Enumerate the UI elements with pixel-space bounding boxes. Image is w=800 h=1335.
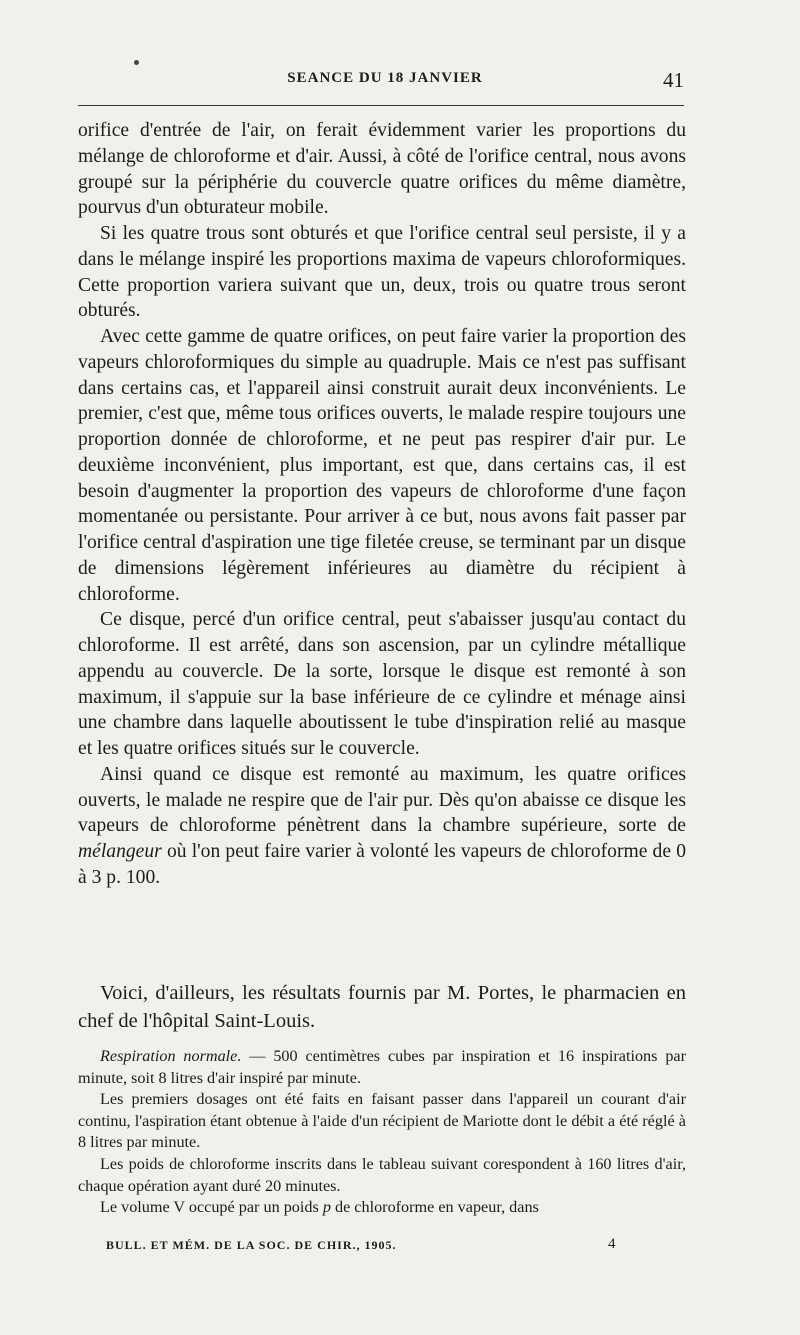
small-print-section xyxy=(78,1046,686,1219)
small-paragraph-2: Les premiers dosages ont été faits en faisant passer dans l'appareil un courant d'air continu, l'aspiration étant obtenue à l'aide d'un récipient de Mariotte dont le débit a été réglé à 8 litres par minute. xyxy=(78,1090,686,1152)
signature-mark: 4 xyxy=(608,1236,616,1252)
paragraph-2: Si les quatre trous sont obturés et que l'orifice central seul persiste, il y a dans le mélange inspiré les proportions maxima de vapeurs chloroformiques. Cette proportion variera suivant que un, deux, trois ou quatre trous seront obturés. xyxy=(78,223,686,322)
p5-text-a: Ainsi quand ce disque est remonté au maximum, les quatre orifices ouverts, le malade ne respire que de l'air pur. Dès qu'on abaisse ce disque les vapeurs de chloroforme pénètrent dans la chambre supérieure, sorte de xyxy=(78,763,686,837)
respiration-label: Respiration normale. xyxy=(100,1047,242,1065)
header-title: SEANCE DU 18 JANVIER xyxy=(287,70,483,86)
small-paragraph-1 xyxy=(78,1046,686,1089)
small-paragraph-3: Les poids de chloroforme inscrits dans le tableau suivant corespondent à 160 litres d'air, chaque opération ayant duré 20 minutes. xyxy=(78,1154,686,1195)
footer-citation: BULL. ET MÉM. DE LA SOC. DE CHIR., 1905. xyxy=(106,1238,397,1252)
paragraph-voici: Voici, d'ailleurs, les résultats fournis par M. Portes, le pharmacien en chef de l'hôpital Saint-Louis. xyxy=(78,982,686,1032)
paragraph-3: Avec cette gamme de quatre orifices, on peut faire varier la proportion des vapeurs chloroformiques du simple au quadruple. Mais ce n'est pas suffisant dans certains cas, et l'appareil ainsi construit aurait deux inconvénients. Le premier, c'est que, même tous orifices ouverts, le malade respire toujours une proportion donnée de chloroforme, et ne peut pas respirer d'air pur. Le deuxième inconvénient, plus important, est que, dans certains cas, il est besoin d'augmenter la proportion des vapeurs de chloroforme d'une façon momentanée ou persistante. Pour arriver à ce but, nous avons fait passer par l'orifice central d'aspiration une tige filetée creuse, se terminant par un disque de dimensions légèrement inférieures au diamètre du récipient à chloroforme. xyxy=(78,326,686,605)
main-text xyxy=(78,118,686,891)
paragraph-1: orifice d'entrée de l'air, on ferait évidemment varier les proportions du mélange de chloroforme et d'air. Aussi, à côté de l'orifice central, nous avons groupé sur la périphérie du couvercle quatre orifices du même diamètre, pourvus d'un obturateur mobile. xyxy=(78,120,686,219)
header-rule xyxy=(78,105,684,106)
running-header xyxy=(78,70,684,96)
s4-text-a: Le volume V occupé par un poids xyxy=(100,1198,323,1217)
ink-dot xyxy=(134,60,139,65)
s1-text: — 500 centimètres cubes par inspiration et 16 inspirations par minute, soit 8 litres d'air inspiré par minute. xyxy=(78,1047,686,1087)
s4-italic: p xyxy=(322,1198,331,1217)
results-intro xyxy=(78,979,686,1035)
s4-text-b: de chloroforme en vapeur, dans xyxy=(330,1198,539,1217)
small-paragraph-4 xyxy=(78,1197,686,1219)
paragraph-4: Ce disque, percé d'un orifice central, peut s'abaisser jusqu'au contact du chloroforme. Il est arrêté, dans son ascension, par un cylindre métallique appendu au couvercle. De la sorte, lorsque le disque est remonté à son maximum, il s'appuie sur la base inférieure de ce cylindre et ménage ainsi une chambre dans laquelle aboutissent le tube d'inspiration relié au masque et les quatre orifices situés sur le couvercle. xyxy=(78,609,686,759)
p5-italic: mélangeur xyxy=(78,841,162,862)
page-number: 41 xyxy=(663,68,684,92)
p5-text-b: où l'on peut faire varier à volonté les vapeurs de chloroforme de 0 à 3 p. 100. xyxy=(78,841,686,888)
paragraph-5 xyxy=(78,762,686,891)
